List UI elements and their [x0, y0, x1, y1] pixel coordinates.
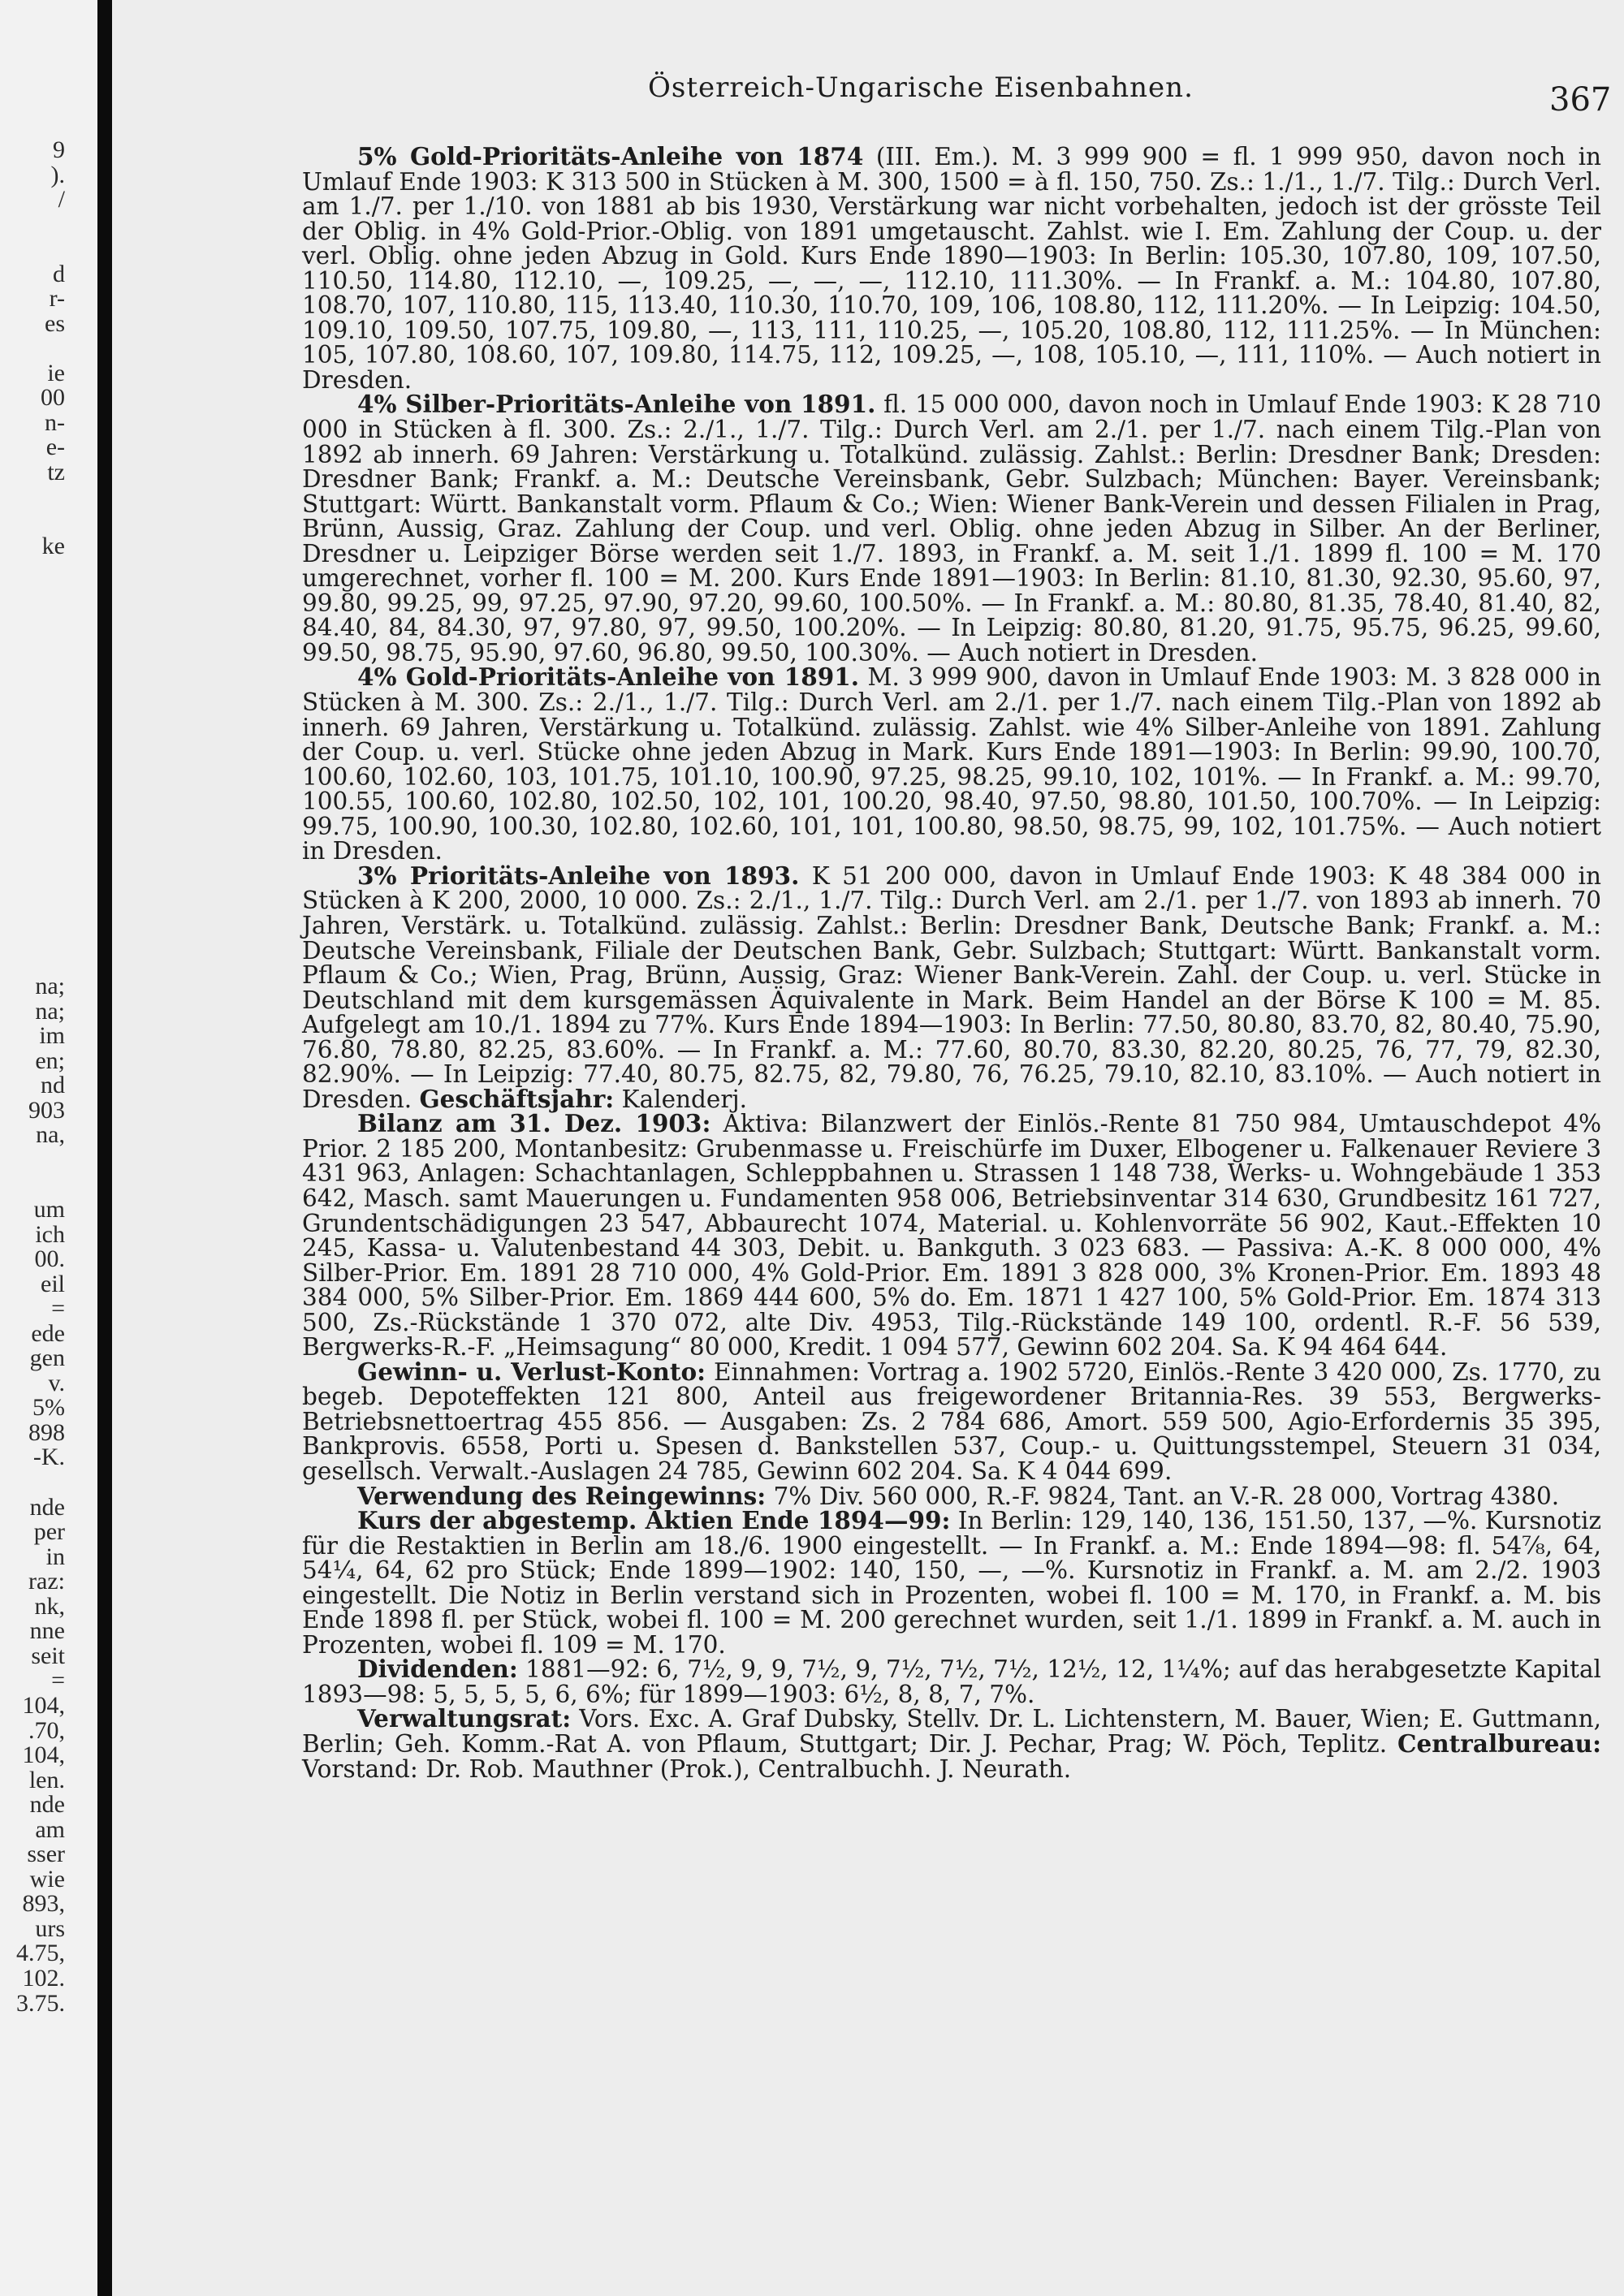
previous-page-fragment: /: [58, 186, 65, 213]
paragraph-gewinn-verlust: [302, 1357, 1601, 1485]
previous-page-fragment: ke: [41, 533, 65, 559]
heading-reingewinn: Verwendung des Reingewinns:: [357, 1481, 767, 1510]
previous-page-fragment: ich: [35, 1220, 65, 1248]
text-gewinn-verlust: Einnahmen: Vortrag a. 1902 5720, Einlös.-Rente 3 420 000, Zs. 1770, zu begeb. Depoteffekten 121 800, Anteil aus freigewordener Britannia-Res. 39 553, Bergwerks-Betriebsnettoertrag 455 856. — Ausgaben: Zs. 2 784 686, Amort. 559 500, Agio-Erfordernis 35 395, Bankprovis. 6558, Porti u. Spesen d. Bankstellen 537, Coup.- u. Quittungsstempel, Steuern 31 034, gesellsch. Verwalt.-Auslagen 24 785, Gewinn 602 204. Sa. K 4 044 699.: [302, 1357, 1601, 1485]
heading-verwaltungsrat: Verwaltungsrat:: [357, 1704, 572, 1733]
previous-page-fragment: r-: [49, 285, 65, 312]
text-kurs-aktien: In Berlin: 129, 140, 136, 151.50, 137, —%. Kursnotiz für die Restaktien in Berlin am 18./6. 1900 eingestellt. — In Frankf. a. M.: Ende 1894—98: fl. 54⅞, 64, 54¼, 64, 62 pro Stück; Ende 1899—1902: 140, 150, —, —%. Kursnotiz in Frankf. a. M. am 2./2. 1903 eingestellt. Die Notiz in Berlin verstand sich in Prozenten, wobei fl. 100 = M. 170, in Frankf. a. M. bis Ende 1898 fl. per Stück, wobei fl. 100 = M. 200 gerechnet wurden, seit 1./1. 1899 in Frankf. a. M. auch in Prozenten, wobei fl. 109 = M. 170.: [302, 1507, 1601, 1659]
previous-page-fragment: 893,: [22, 1890, 65, 1918]
previous-page-fragment: 898: [28, 1418, 65, 1446]
book-gutter: [97, 0, 112, 2296]
previous-page-fragment: es: [45, 309, 65, 337]
previous-page-fragment: nk,: [34, 1592, 65, 1620]
previous-page-fragment: ie: [47, 359, 65, 386]
paragraph-prior-1893: [302, 861, 1601, 1113]
previous-page-fragment: im: [39, 1022, 65, 1050]
heading-bilanz: Bilanz am 31. Dez. 1903:: [357, 1109, 711, 1138]
paragraph-bilanz: [302, 1109, 1602, 1362]
paragraph-gold-1874: [302, 142, 1601, 394]
previous-page-fragment: en;: [35, 1047, 65, 1074]
previous-page-fragment: 00: [41, 384, 65, 411]
previous-page-fragment: nd: [41, 1072, 65, 1099]
previous-page-fragment: sser: [27, 1841, 65, 1868]
previous-page-fragment: in: [45, 1543, 65, 1570]
text-prior-1893: K 51 200 000, davon in Umlauf Ende 1903: K 48 384 000 in Stücken à K 200, 2000, 10 000. Zs.: 2./1., 1./7. Tilg.: Durch Verl. am 2./1. per 1./7. von 1893 ab innerh. 70 Jahren, Verstärk. u. Totalkünd. zulässig. Zahlst.: Berlin: Dresdner Bank, Deutsche Bank; Frankf. a. M.: Deutsche Vereinsbank, Filiale der Deutschen Bank, Gebr. Sulzbach; Stuttgart: Württ. Bankanstalt vorm. Pflaum & Co.; Wien, Prag, Brünn, Aussig, Graz: Wiener Bank-Verein. Zahl. der Coup. u. verl. Stücke in Deutschland mit dem kursgemässen Äquivalente in Mark. Beim Handel an der Börse K 100 = M. 85. Aufgelegt am 10./1. 1894 zu 77%. Kurs Ende 1894—1903: In Berlin: 77.50, 80.80, 83.70, 82, 80.40, 75.90, 76.80, 78.80, 82.25, 83.60%. — In Frankf. a. M.: 77.60, 80.70, 83.30, 82.20, 80.25, 76, 77, 79, 82.30, 82.90%. — In Leipzig: 77.40, 80.75, 82.75, 82, 79.80, 76, 76.25, 79.10, 82.10, 83.10%. — Auch notiert in Dresden.: [302, 861, 1601, 1113]
text-gold-1874: (III. Em.). M. 3 999 900 = fl. 1 999 950, davon noch in Umlauf Ende 1903: K 313 500 in Stücken à M. 300, 1500 = à fl. 150, 750. Zs.: 1./1., 1./7. Tilg.: Durch Verl. am 1./7. per 1./10. von 1881 ab bis 1930, Verstärkung war nicht vorbehalten, jedoch ist der grösste Teil der Oblig. in 4% Gold-Prior.-Oblig. von 1891 umgetauscht. Zahlst. wie I. Em. Zahlung der Coup. u. der verl. Oblig. ohne jeden Abzug in Gold. Kurs Ende 1890—1903: In Berlin: 105.30, 107.80, 109, 107.50, 110.50, 114.80, 112.10, —, 109.25, —, —, —, 112.10, 111.30%. — In Frankf. a. M.: 104.80, 107.80, 108.70, 107, 110.80, 115, 113.40, 110.30, 110.70, 109, 106, 108.80, 112, 111.20%. — In Leipzig: 104.50, 109.10, 109.50, 107.75, 109.80, —, 113, 111, 110.25, —, 105.20, 108.80, 112, 111.25%. — In München: 105, 107.80, 108.60, 107, 109.80, 114.75, 112, 109.25, —, 108, 105.10, —, 111, 110%. — Auch notiert in Dresden.: [302, 143, 1601, 394]
previous-page-fragment: 3.75.: [16, 1989, 65, 2017]
previous-page-fragment: tz: [47, 458, 65, 486]
page-number: 367: [1549, 81, 1612, 119]
previous-page-fragment: 5%: [32, 1394, 65, 1422]
previous-page-fragment: e-: [45, 434, 65, 460]
previous-page-fragment: v.: [48, 1369, 65, 1396]
previous-page-fragment: na,: [36, 1121, 65, 1149]
heading-silber-1891: 4% Silber-Prioritäts-Anleihe von 1891.: [357, 390, 876, 419]
previous-page-fragment: 104,: [22, 1691, 65, 1719]
text-bilanz: Aktiva: Bilanzwert der Einlös.-Rente 81 750 984, Umtauschdepot 4% Prior. 2 185 200, Montanbesitz: Grubenmasse u. Freischürfe im Duxer, Elbogener u. Falkenauer Reviere 3 431 963, Anlagen: Schachtanlagen, Schleppbahnen u. Strassen 1 148 738, Werks- u. Wohngebäude 1 353 642, Masch. samt Mauerungen u. Fundamenten 958 006, Betriebsinventar 314 630, Grundbesitz 161 727, Grundentschädigungen 23 547, Abbaurecht 1074, Material. u. Kohlenvorräte 56 902, Kaut.-Effekten 10 245, Kassa- u. Valutenbestand 44 303, Debit. u. Bankguth. 3 023 683. — Passiva: A.-K. 8 000 000, 4% Silber-Prior. Em. 1891 28 710 000, 4% Gold-Prior. Em. 1891 3 828 000, 3% Kronen-Prior. Em. 1893 48 384 000, 5% Silber-Prior. Em. 1869 444 600, 5% do. Em. 1871 1 427 100, 5% Gold-Prior. Em. 1874 313 500, Zs.-Rückstände 1 370 072, alte Div. 4953, Tilg.-Rückstände 149 100, ordentl. R.-F. 56 539, Bergwerks-R.-F. „Heimsagung“ 80 000, Kredit. 1 094 577, Gewinn 602 204. Sa. K 94 464 644.: [302, 1110, 1602, 1362]
heading-gewinn-verlust: Gewinn- u. Verlust-Konto:: [357, 1357, 706, 1386]
previous-page-fragment: len.: [28, 1766, 65, 1793]
page-body: [302, 142, 1602, 1783]
heading-geschaeftsjahr: Geschäftsjahr:: [419, 1084, 615, 1113]
paragraph-dividenden: [302, 1657, 1601, 1707]
previous-page-fragment: =: [51, 1295, 65, 1323]
previous-page-fragment: na;: [35, 973, 65, 999]
text-silber-1891: fl. 15 000 000, davon noch in Umlauf Ende 1903: K 28 710 000 in Stücken à fl. 300. Zs.: 2./1., 1./7. Tilg.: Durch Verl. am 2./1. per 1./7. nach einem Tilg.-Plan von 1892 ab innerh. 69 Jahren: Verstärkung u. Totalkünd. zulässig. Zahlst.: Berlin: Dresdner Bank; Dresden: Dresdner Bank; Frankf. a. M.: Deutsche Vereinsbank, Gebr. Sulzbach; München: Bayer. Vereinsbank; Stuttgart: Württ. Bankanstalt vorm. Pflaum & Co.; Wien: Wiener Bank-Verein und dessen Filialen in Prag, Brünn, Aussig, Graz. Zahlung der Coup. und verl. Oblig. ohne jeden Abzug in Silber. An der Berliner, Dresdner u. Leipziger Börse werden seit 1./7. 1893, in Frankf. a. M. seit 1./1. 1899 fl. 100 = M. 170 umgerechnet, vorher fl. 100 = M. 200. Kurs Ende 1891—1903: In Berlin: 81.10, 81.30, 92.30, 95.60, 97, 99.80, 99.25, 99, 97.25, 97.90, 97.20, 99.60, 100.50%. — In Frankf. a. M.: 80.80, 81.35, 78.40, 81.40, 82, 84.40, 84, 84.30, 97, 97.80, 97, 99.50, 100.20%. — In Leipzig: 80.80, 81.20, 91.75, 95.75, 96.25, 99.60, 99.50, 98.75, 95.90, 97.60, 96.80, 99.50, 100.30%. — Auch notiert in Dresden.: [302, 391, 1601, 667]
heading-gold-1891: 4% Gold-Prioritäts-Anleihe von 1891.: [357, 662, 860, 692]
previous-page-fragment: gen: [29, 1344, 65, 1372]
heading-centralbureau: Centralbureau:: [1397, 1729, 1601, 1758]
paragraph-silber-1891: [302, 392, 1601, 665]
previous-page-edge: [0, 0, 97, 2296]
heading-kurs-aktien: Kurs der abgestemp. Aktien Ende 1894—99:: [357, 1506, 951, 1535]
previous-page-fragment: nde: [29, 1791, 65, 1819]
heading-gold-1874: 5% Gold-Prioritäts-Anleihe von 1874: [357, 142, 864, 170]
previous-page-fragment: d: [53, 260, 65, 287]
previous-page-fragment: ).: [50, 161, 65, 188]
text-centralbureau: Vorstand: Dr. Rob. Mauthner (Prok.), Centralbuchh. J. Neurath.: [302, 1754, 1072, 1783]
previous-page-fragment: eil: [41, 1270, 65, 1297]
previous-page-fragment: .70,: [28, 1716, 65, 1744]
previous-page-fragment: 4.75,: [16, 1940, 65, 1967]
previous-page-fragment: raz:: [28, 1568, 65, 1595]
paragraph-verwaltungsrat: [302, 1704, 1601, 1783]
text-reingewinn: 7% Div. 560 000, R.-F. 9824, Tant. an V.-R. 28 000, Vortrag 4380.: [766, 1482, 1560, 1510]
previous-page-fragment: urs: [35, 1914, 65, 1942]
previous-page-fragment: 903: [28, 1096, 65, 1124]
previous-page-fragment: wie: [29, 1865, 65, 1892]
previous-page-fragment: =: [51, 1667, 65, 1694]
text-verwaltungsrat: Vors. Exc. A. Graf Dubsky, Stellv. Dr. L. Lichtenstern, M. Bauer, Wien; E. Guttmann, Berlin; Geh. Komm.-Rat A. von Pflaum, Stuttgart; Dir. J. Pechar, Prag; W. Pöch, Teplitz.: [302, 1705, 1601, 1758]
previous-page-fragment: seit: [31, 1642, 65, 1669]
previous-page-fragment: nde: [29, 1493, 65, 1521]
text-gold-1891: M. 3 999 900, davon in Umlauf Ende 1903: M. 3 828 000 in Stücken à M. 300. Zs.: 2./1., 1./7. Tilg.: Durch Verl. am 2./1. per 1./7. nach einem Tilg.-Plan von 1892 ab innerh. 69 Jahren, Verstärkung u. Totalkünd. zulässig. Zahlst. wie 4% Silber-Anleihe von 1891. Zahlung der Coup. u. verl. Stücke ohne jeden Abzug in Mark. Kurs Ende 1891—1903: In Berlin: 99.90, 100.70, 100.60, 102.60, 103, 101.75, 101.10, 100.90, 97.25, 98.25, 99.10, 102, 101%. — In Frankf. a. M.: 99.70, 100.55, 100.60, 102.80, 102.50, 102, 101, 100.20, 98.40, 97.50, 98.80, 101.50, 100.70%. — In Leipzig: 99.75, 100.90, 100.30, 102.80, 102.60, 101, 101, 100.80, 98.50, 98.75, 99, 102, 101.75%. — Auch notiert in Dresden.: [302, 663, 1601, 865]
previous-page-fragment: ede: [31, 1319, 65, 1347]
previous-page-fragment: 102.: [22, 1965, 65, 1992]
previous-page-fragment: 00.: [34, 1245, 65, 1273]
previous-page-fragment: per: [33, 1518, 65, 1546]
text-dividenden: 1881—92: 6, 7½, 9, 9, 7½, 9, 7½, 7½, 7½, 12½, 12, 1¼%; auf das herabgesetzte Kapital 1893—98: 5, 5, 5, 5, 6, 6%; für 1899—1903: 6½, 8, 8, 7, 7%.: [302, 1655, 1601, 1708]
previous-page-fragment: nne: [29, 1617, 65, 1645]
previous-page-fragment: -K.: [32, 1444, 65, 1471]
text-geschaeftsjahr: Kalenderj.: [614, 1085, 748, 1113]
previous-page-fragment: 104,: [22, 1741, 65, 1769]
previous-page-fragment: n-: [45, 408, 65, 436]
previous-page-fragment: am: [35, 1815, 65, 1843]
paragraph-kurs-aktien: [302, 1508, 1601, 1657]
heading-dividenden: Dividenden:: [357, 1655, 518, 1684]
previous-page-fragment: um: [33, 1195, 65, 1223]
paragraph-gold-1891: [302, 662, 1601, 865]
page-367: [112, 0, 1624, 2296]
previous-page-fragment: 9: [53, 136, 65, 163]
heading-prior-1893: 3% Prioritäts-Anleihe von 1893.: [357, 861, 800, 890]
previous-page-fragment: na;: [35, 997, 65, 1025]
paragraph-reingewinn: [302, 1481, 1601, 1510]
running-head: Österreich-Ungarische Eisenbahnen.: [648, 71, 1194, 104]
